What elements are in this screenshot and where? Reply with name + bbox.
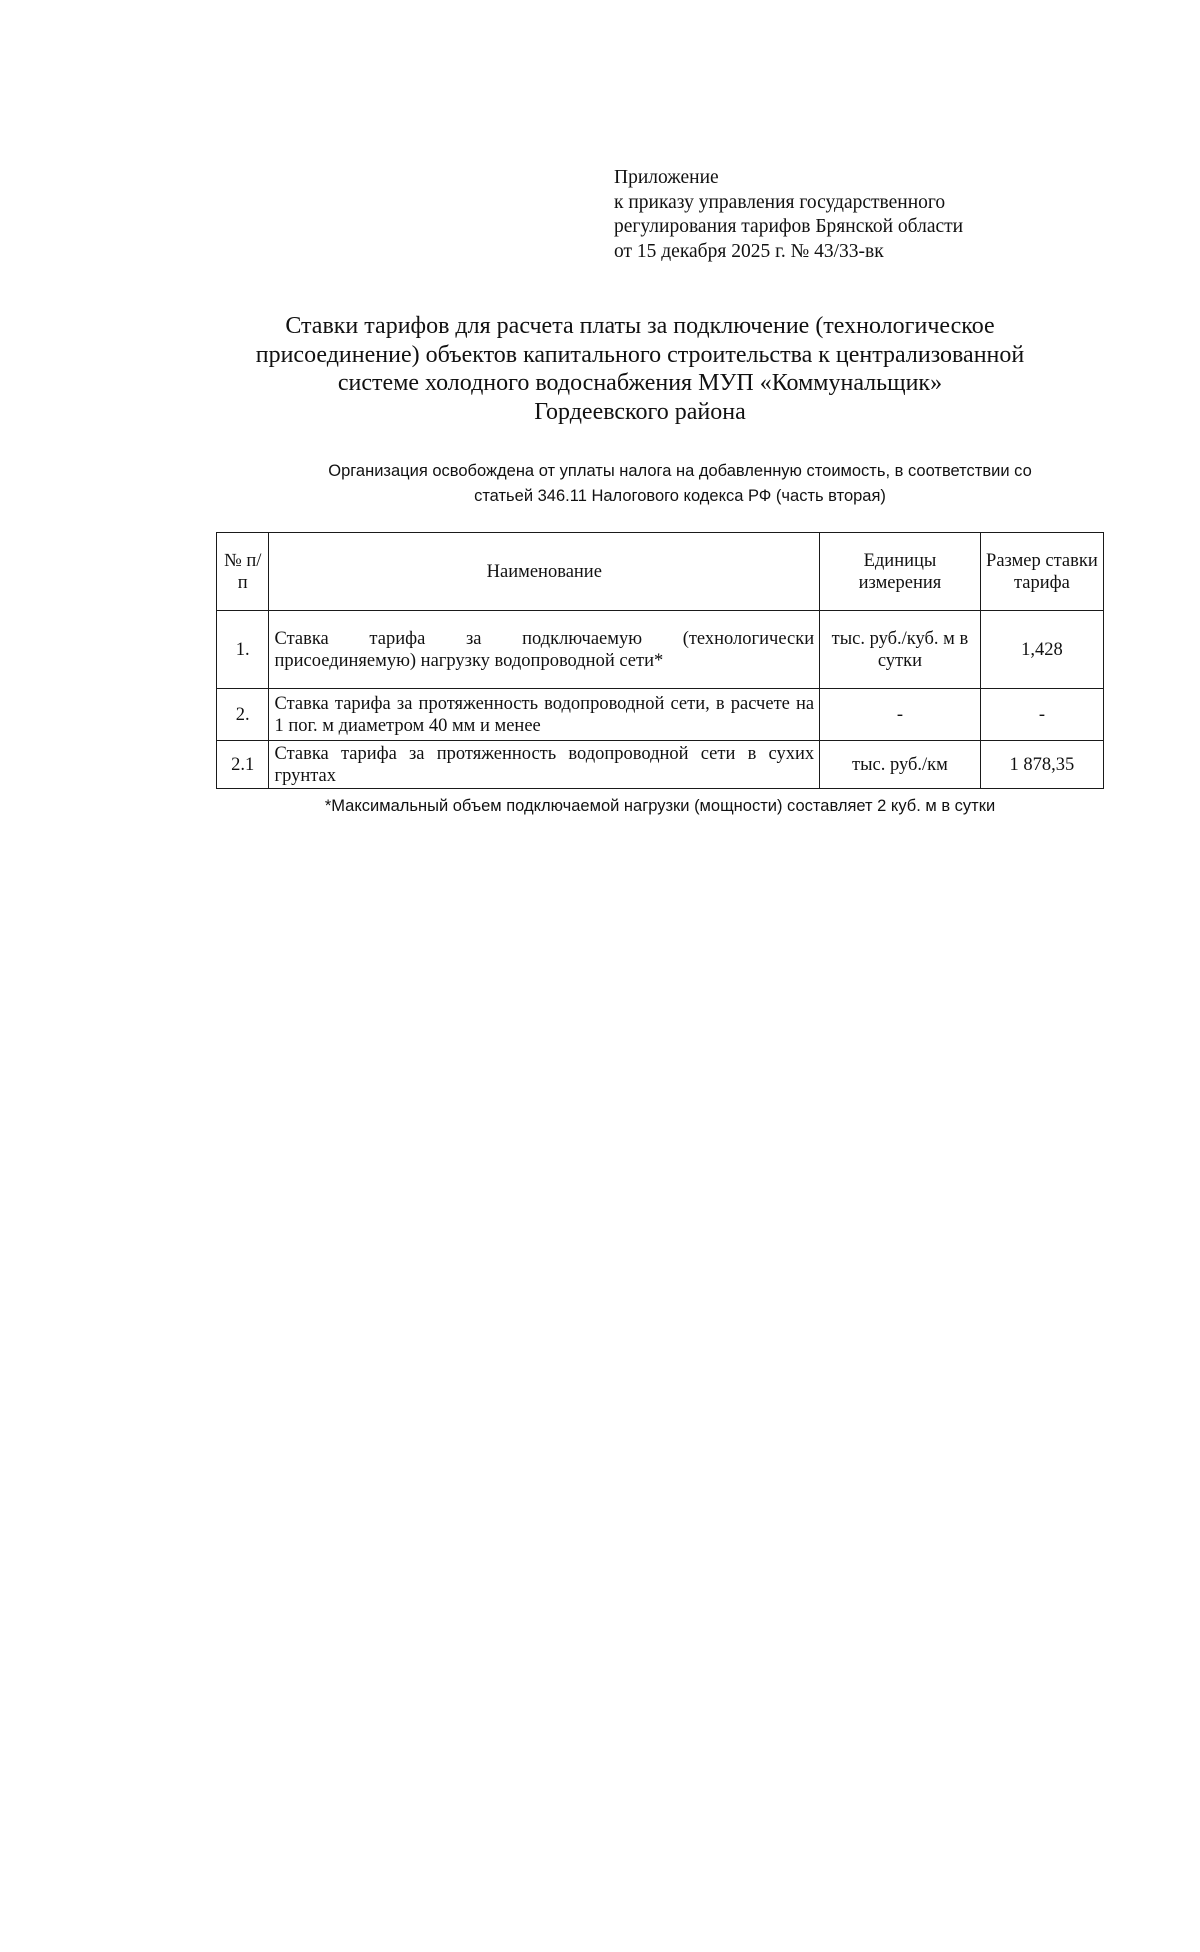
table-header-row — [217, 533, 1104, 611]
appendix-line: регулирования тарифов Брянской области — [614, 216, 964, 237]
row-unit: тыс. руб./куб. м в сутки — [820, 611, 981, 689]
table-row — [217, 741, 1104, 789]
tax-note-line: Организация освобождена от уплаты налога на добавленную стоимость, в соответствии со — [328, 462, 1032, 480]
row-rate: 1,428 — [980, 611, 1103, 689]
title-line: Ставки тарифов для расчета платы за подключение (технологическое — [285, 313, 995, 339]
table-row — [217, 689, 1104, 741]
header-rate: Размер ставки тарифа — [980, 533, 1103, 611]
appendix-line: к приказу управления государственного — [614, 191, 946, 213]
row-name: Ставка тарифа за подключаемую (технологически присоединяемую) нагрузку водопроводной сети* — [269, 611, 820, 689]
row-rate: - — [980, 689, 1103, 741]
row-rate: 1 878,35 — [980, 741, 1103, 789]
tax-exemption-note — [240, 459, 1120, 509]
title-line: системе холодного водоснабжения МУП «Коммунальщик» — [337, 370, 943, 396]
footnote: *Максимальный объем подключаемой нагрузки (мощности) составляет 2 куб. м в сутки — [324, 797, 996, 815]
tax-note-line: статьей 346.11 Налогового кодекса РФ (часть вторая) — [474, 487, 886, 505]
header-num: № п/п — [217, 533, 269, 611]
row-unit: тыс. руб./км — [820, 741, 981, 789]
appendix-line: от 15 декабря 2025 г. № 43/33-вк — [614, 240, 884, 262]
title-line: Гордеевского района — [534, 398, 746, 425]
title-line: присоединение) объектов капитального строительства к централизованной — [255, 341, 1025, 368]
tariff-table — [216, 532, 1104, 789]
row-name: Ставка тарифа за протяженность водопроводной сети в сухих грунтах — [269, 741, 820, 789]
appendix-line: Приложение — [614, 167, 719, 188]
row-num: 2.1 — [217, 741, 269, 789]
table-row — [217, 611, 1104, 689]
row-unit: - — [820, 689, 981, 741]
document-title — [200, 312, 1080, 426]
row-name: Ставка тарифа за протяженность водопроводной сети, в расчете на 1 пог. м диаметром 40 мм и менее — [269, 689, 820, 741]
header-name: Наименование — [269, 533, 820, 611]
appendix-block — [614, 166, 1054, 264]
header-unit: Единицы измерения — [820, 533, 981, 611]
row-num: 1. — [217, 611, 269, 689]
row-num: 2. — [217, 689, 269, 741]
